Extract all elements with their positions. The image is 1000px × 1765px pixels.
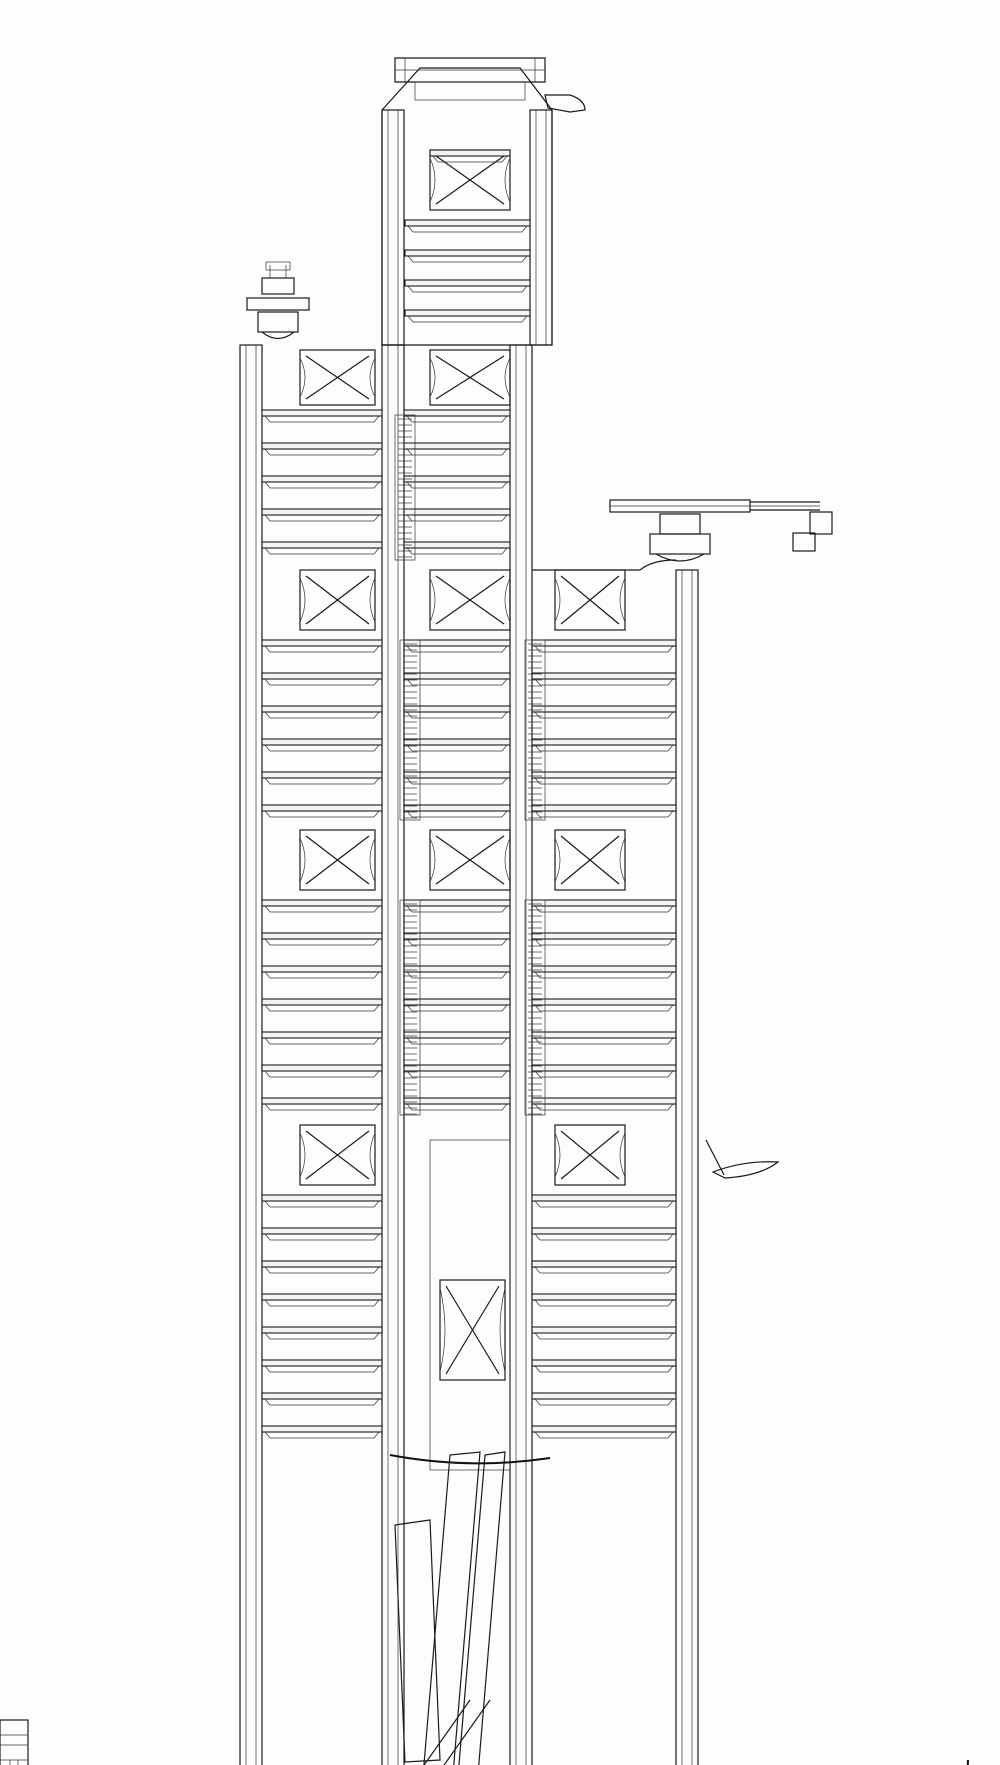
mast-column [510, 345, 532, 1765]
top-mast-platform [395, 58, 585, 112]
floor-slab [532, 640, 676, 646]
floor-slab [262, 999, 382, 1005]
floor-slab [262, 1327, 382, 1333]
canopy-right [706, 1140, 778, 1178]
floor-slab [262, 1261, 382, 1267]
floor-slab [262, 1032, 382, 1038]
mast-column [530, 110, 552, 345]
floor-slab [532, 772, 676, 778]
floor-slab [532, 1261, 676, 1267]
floor-slab [262, 739, 382, 745]
escalator [350, 1700, 470, 1765]
floor-slab [262, 900, 382, 906]
floor-slab [262, 410, 382, 416]
floor-slab [262, 1426, 382, 1432]
service-core [400, 640, 420, 820]
top-tower-outline [382, 68, 552, 345]
floor-slab [405, 220, 530, 226]
floor-slab [262, 1294, 382, 1300]
floor-slab [532, 1393, 676, 1399]
service-core [525, 900, 545, 1115]
floor-slab [532, 966, 676, 972]
floor-slab [430, 150, 510, 156]
neighbour-building-left [0, 1720, 28, 1765]
floor-slab [262, 640, 382, 646]
floor-slab [262, 1228, 382, 1234]
floor-slab [532, 1327, 676, 1333]
floor-slab [532, 673, 676, 679]
floor-slab [262, 772, 382, 778]
floor-slab [532, 1294, 676, 1300]
floor-slab [262, 1393, 382, 1399]
floor-slab [532, 1360, 676, 1366]
mast-column [676, 570, 698, 1765]
mast-column [240, 345, 262, 1765]
escalator [395, 1520, 440, 1762]
floor-slab [532, 1032, 676, 1038]
floor-slab [262, 1195, 382, 1201]
floor-slab [532, 900, 676, 906]
floor-slab [532, 739, 676, 745]
escalator [455, 1452, 505, 1765]
floor-slab [262, 1065, 382, 1071]
mast-column [382, 110, 404, 345]
floor-slab [405, 280, 530, 286]
roof-crane-right [610, 500, 832, 561]
floor-slab [404, 509, 510, 515]
floor-slab [532, 1098, 676, 1104]
terrain-right [705, 1760, 972, 1765]
floor-slab [262, 933, 382, 939]
floor-slab [532, 1426, 676, 1432]
floor-slab [404, 410, 510, 416]
atrium-void [430, 1140, 510, 1470]
floor-slab [262, 706, 382, 712]
escalator [420, 1452, 480, 1765]
floor-slab [532, 1195, 676, 1201]
floor-slab [262, 1098, 382, 1104]
floor-slab [262, 476, 382, 482]
floor-slab [262, 1360, 382, 1366]
floor-slab [262, 443, 382, 449]
floor-slab [405, 250, 530, 256]
mast-column [382, 345, 404, 1765]
floor-slab [262, 542, 382, 548]
floor-slab [532, 706, 676, 712]
floor-slab [262, 673, 382, 679]
floor-slab [532, 999, 676, 1005]
floor-slab [405, 310, 530, 316]
service-core [400, 900, 420, 1115]
floor-slab [404, 443, 510, 449]
service-core [525, 640, 545, 820]
floor-slab [532, 805, 676, 811]
floor-slab [404, 542, 510, 548]
roof-crane-left [247, 262, 309, 339]
floor-slab [532, 933, 676, 939]
floor-slab [262, 805, 382, 811]
floor-slab [532, 1065, 676, 1071]
floor-slab [262, 509, 382, 515]
floor-slab [532, 1228, 676, 1234]
floor-slab [404, 476, 510, 482]
floor-slab [262, 966, 382, 972]
tower-structure [240, 68, 698, 1765]
